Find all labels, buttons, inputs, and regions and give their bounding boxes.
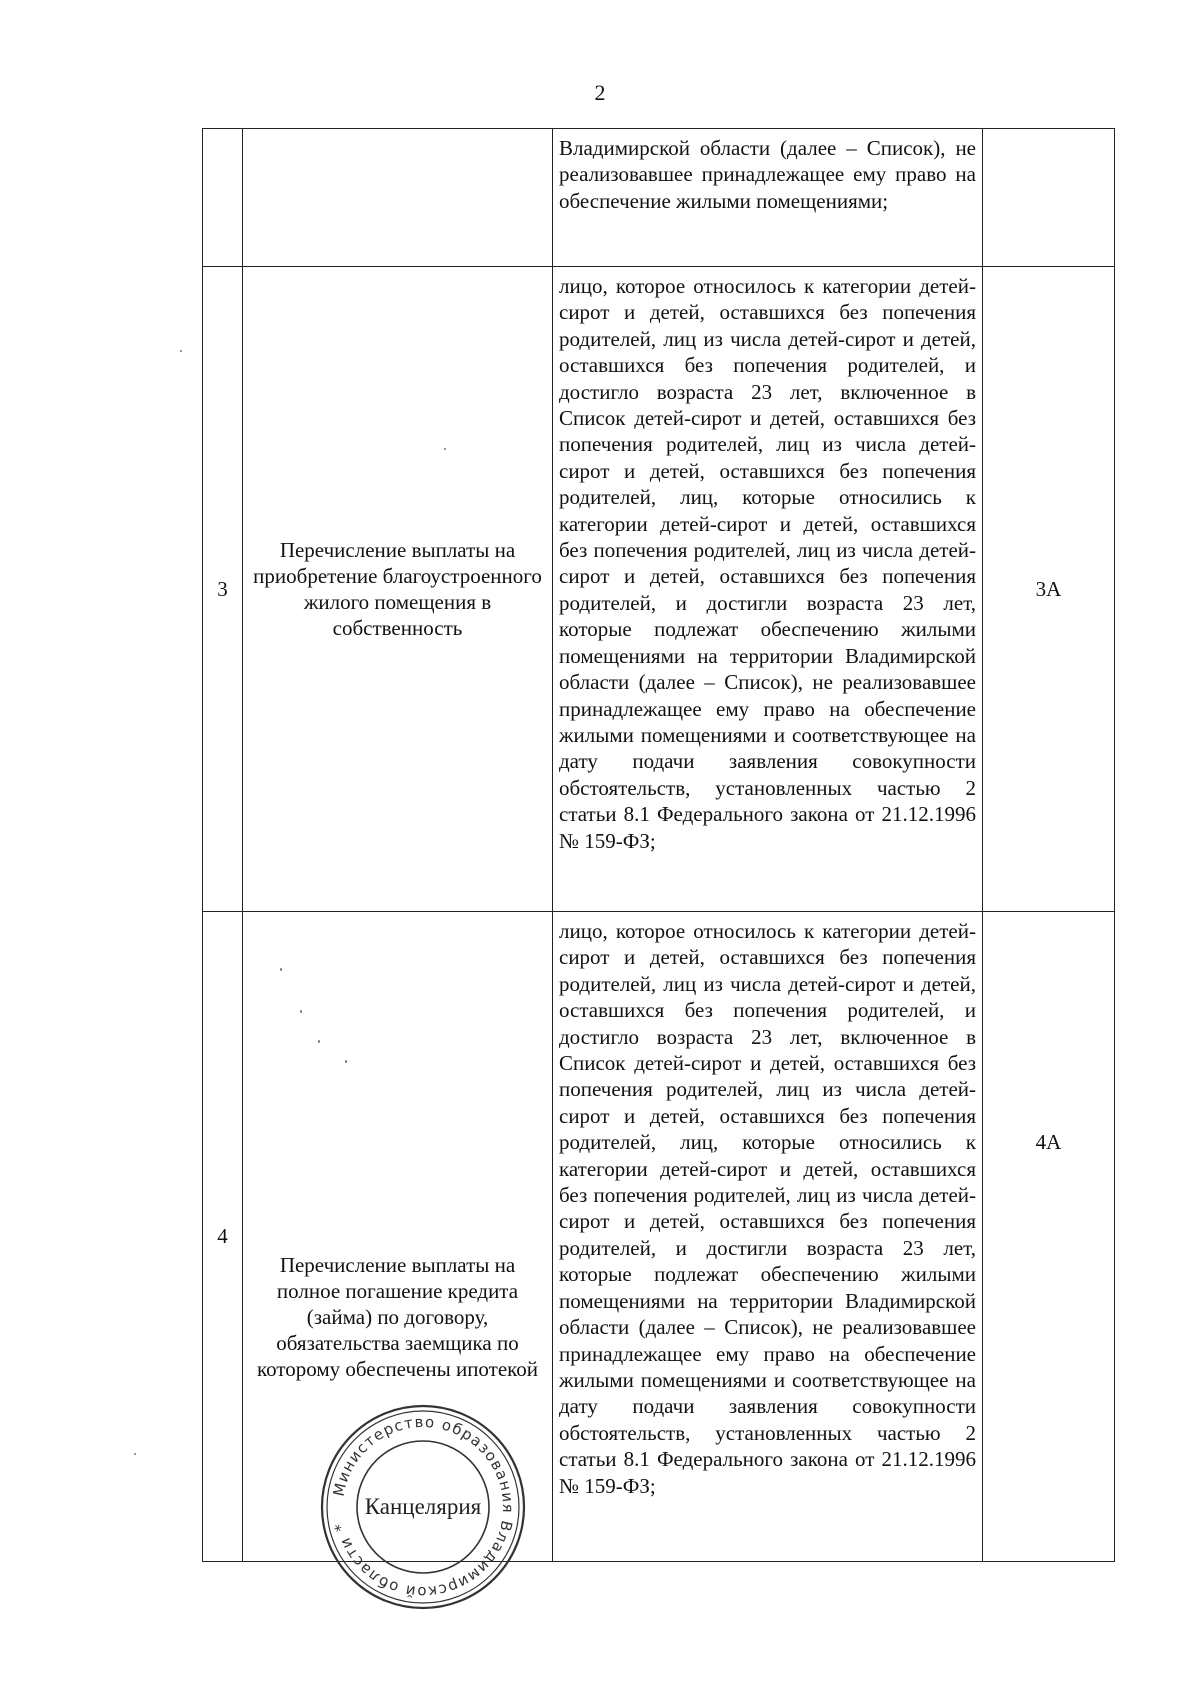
scan-speck bbox=[318, 1040, 320, 1043]
seal-ring-text: Министерство образования Владимирской области * bbox=[329, 1412, 518, 1602]
row-number: 3 bbox=[203, 267, 243, 912]
scan-speck bbox=[180, 350, 182, 352]
row-description: лицо, которое относилось к категории детей-сирот и детей, оставшихся без попечения родителей, лиц из числа детей-сирот и детей, оставшихся без попечения родителей, и достигло возраста 23 лет, включенное в Список детей-сирот и детей, оставшихся без попечения родителей, лиц из числа детей-сирот и детей, оставшихся без попечения родителей, лиц, которые относились к категории детей-сирот и детей, оставшихся без попечения родителей, лиц из числа детей-сирот и детей, оставшихся без попечения родителей, и достигли возраста 23 лет, которые подлежат обеспечению жилыми помещениями на территории Владимирской области (далее – Список), не реализовавшее принадлежащее ему право на обеспечение жилыми помещениями и соответствующее на дату подачи заявления совокупности обстоятельств, установленных частью 2 статьи 8.1 Федерального закона от 21.12.1996 № 159-ФЗ; bbox=[553, 912, 983, 1562]
seal-center-text: Канцелярия bbox=[364, 1494, 482, 1519]
scan-speck bbox=[300, 1010, 302, 1013]
row-code bbox=[983, 129, 1115, 267]
table-row bbox=[203, 267, 1115, 912]
row-description: лицо, которое относилось к категории детей-сирот и детей, оставшихся без попечения родителей, лиц из числа детей-сирот и детей, оставшихся без попечения родителей, и достигло возраста 23 лет, включенное в Список детей-сирот и детей, оставшихся без попечения родителей, лиц из числа детей-сирот и детей, оставшихся без попечения родителей, лиц, которые относились к категории детей-сирот и детей, оставшихся без попечения родителей, лиц из числа детей-сирот и детей, оставшихся без попечения родителей, и достигли возраста 23 лет, которые подлежат обеспечению жилыми помещениями на территории Владимирской области (далее – Список), не реализовавшее принадлежащее ему право на обеспечение жилыми помещениями и соответствующее на дату подачи заявления совокупности обстоятельств, установленных частью 2 статьи 8.1 Федерального закона от 21.12.1996 № 159-ФЗ; bbox=[553, 267, 983, 912]
table-row bbox=[203, 129, 1115, 267]
document-table bbox=[202, 128, 1115, 1562]
page-number: 2 bbox=[594, 80, 606, 105]
scan-speck bbox=[345, 1060, 347, 1063]
scan-speck bbox=[280, 968, 282, 971]
row-number bbox=[203, 129, 243, 267]
row-name: Перечисление выплаты на полное погашение кредита (займа) по договору, обязательства заемщика по которому обеспечены ипотекой bbox=[243, 912, 553, 1562]
seal-stamp bbox=[318, 1402, 528, 1612]
row-description: Владимирской области (далее – Список), не реализовавшее принадлежащее ему право на обеспечение жилыми помещениями; bbox=[553, 129, 983, 267]
row-code: 3А bbox=[983, 267, 1115, 912]
scan-speck bbox=[444, 448, 446, 450]
row-name: Перечисление выплаты на приобретение благоустроенного жилого помещения в собственность bbox=[243, 267, 553, 912]
row-code: 4А bbox=[983, 912, 1115, 1562]
row-name bbox=[243, 129, 553, 267]
scan-speck bbox=[134, 1453, 136, 1455]
row-number: 4 bbox=[203, 912, 243, 1562]
